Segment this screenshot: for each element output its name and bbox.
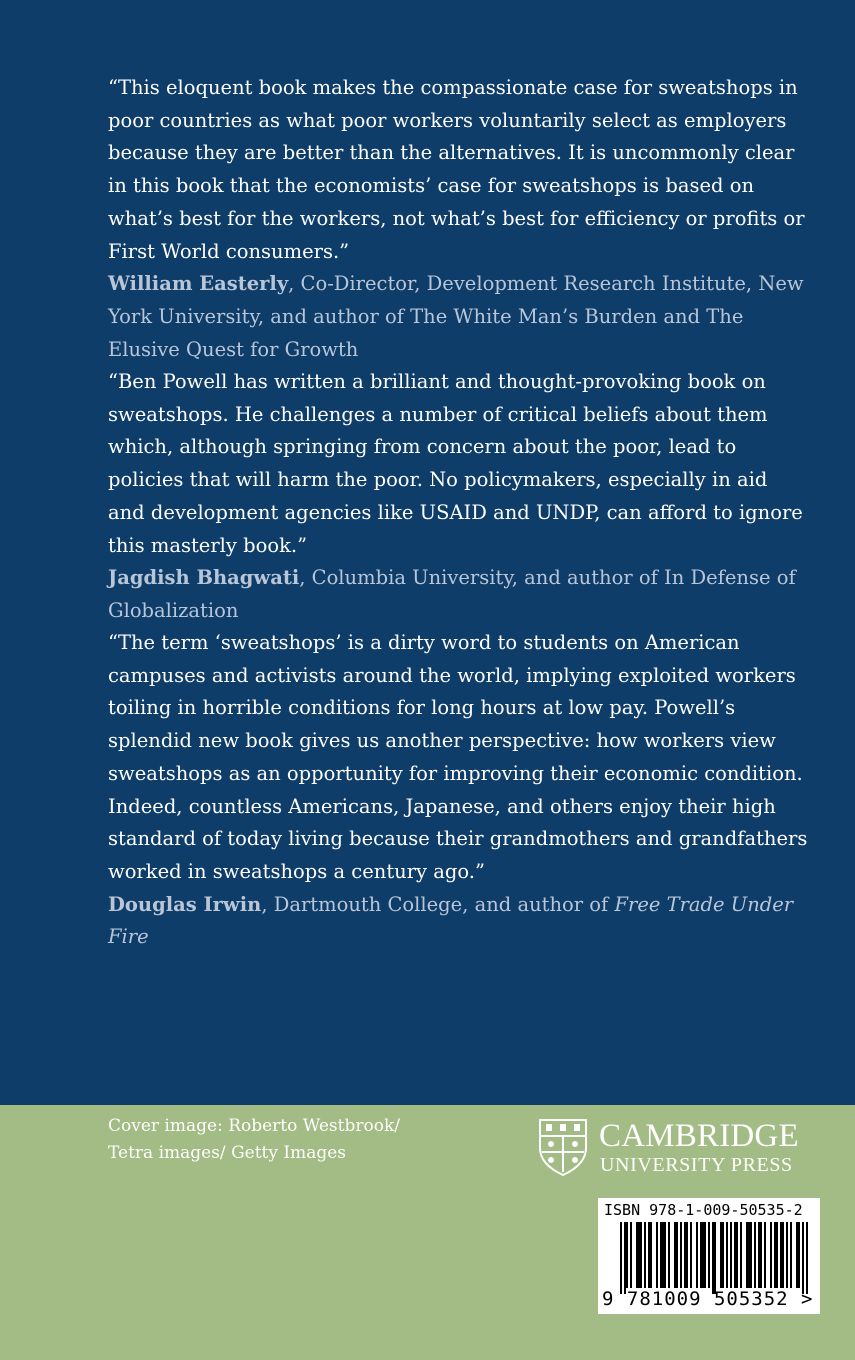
barcode-bar [796, 1222, 798, 1288]
quote-affiliation: , Co-Director, Development Research Institute, New York University, and author of The White Man’s Burden and The Elusive Quest for Growth [108, 272, 804, 361]
publisher-subtitle: UNIVERSITY PRESS [600, 1154, 793, 1176]
barcode-bar [690, 1222, 692, 1288]
barcode-bar [674, 1222, 676, 1288]
barcode-bar [730, 1222, 732, 1288]
barcode-bar [790, 1222, 792, 1288]
barcode-bar [664, 1222, 666, 1288]
barcode-bar [700, 1222, 702, 1288]
barcode-bar [764, 1222, 766, 1288]
publisher-logo [538, 1118, 828, 1180]
barcode-bar [748, 1222, 750, 1288]
quote-text: “This eloquent book makes the compassionate case for sweatshops in poor countries as what poor workers voluntarily select as employers because they are better than the alternatives. It is uncommonly clear in this book that the economists’ case for sweatshops is based on what’s best for the workers, not what’s best for efficiency or profits or First World consumers.” [108, 76, 805, 263]
barcode-bar [736, 1222, 738, 1288]
barcode-bar [620, 1222, 622, 1294]
isbn-barcode [598, 1198, 820, 1314]
credit-line: Cover image: Roberto Westbrook/ [108, 1116, 400, 1136]
barcode-bar [708, 1222, 710, 1288]
barcode-bar [626, 1222, 628, 1288]
barcode-bar [760, 1222, 762, 1288]
cover-image-credit [108, 1113, 428, 1167]
barcode-bar [754, 1222, 756, 1288]
barcode-bar [714, 1222, 716, 1294]
barcode-bar [740, 1222, 742, 1288]
barcode-bar [624, 1222, 626, 1294]
barcode-bar [662, 1222, 664, 1288]
barcode-bar [636, 1222, 638, 1288]
barcode-bar [704, 1222, 706, 1288]
barcode-bar [686, 1222, 688, 1288]
barcode-bar [668, 1222, 670, 1288]
quote-text: “Ben Powell has written a brilliant and thought-provoking book on sweatshops. He challenges a number of critical beliefs about them which, although springing from concern about the poor, lead to policies that will harm the poor. No policymakers, especially in aid and development agencies like USAID and UNDP, can afford to ignore this masterly book.” [108, 370, 803, 557]
isbn-label: ISBN 978-1-009-50535-2 [604, 1201, 803, 1219]
quote-author: Jagdish Bhagwati [108, 566, 300, 590]
barcode-bar [722, 1222, 724, 1288]
endorsement-quote [108, 627, 808, 954]
barcode-bar [638, 1222, 640, 1288]
barcode-bar [630, 1222, 632, 1288]
quote-affiliation: , Dartmouth College, and author of [261, 892, 615, 916]
quote-affiliation: , Columbia University, and author of In Defense of Globalization [108, 566, 796, 622]
barcode-bar [758, 1222, 760, 1288]
barcode-bar [650, 1222, 652, 1288]
barcode-bar [656, 1222, 658, 1288]
publisher-name: CAMBRIDGE [599, 1118, 799, 1154]
barcode-bar [640, 1222, 642, 1288]
barcode-bar [786, 1222, 788, 1288]
barcode-bar [726, 1222, 728, 1288]
barcode-bar [734, 1222, 736, 1288]
barcode-bar [676, 1222, 678, 1288]
quote-attribution [108, 268, 808, 366]
quote-author: Douglas Irwin [108, 892, 262, 916]
credit-line: Tetra images/ Getty Images [108, 1143, 347, 1163]
barcode-bar [696, 1222, 698, 1288]
endorsement-quote [108, 366, 808, 628]
quote-author: William Easterly [108, 272, 289, 296]
barcode-bar [720, 1222, 722, 1288]
cambridge-crest-icon [538, 1118, 588, 1176]
barcode-bar [644, 1222, 646, 1288]
barcode-digits: 9 781009 505352 > [602, 1288, 814, 1310]
barcode-bar [776, 1222, 778, 1288]
barcode-bar [684, 1222, 686, 1288]
quote-text: “The term ‘sweatshops’ is a dirty word to students on American campuses and activists around the world, implying exploited workers toiling in horrible conditions for long hours at low pay. Powell’s splendid new book gives us another perspective: how workers view sweatshops as an opportunity for improving their economic condition. Indeed, countless Americans, Japanese, and others enjoy their high standard of today living because their grandmothers and grandfathers worked in sweatshops a century ago.” [108, 631, 808, 883]
barcode-bar [798, 1222, 800, 1288]
quote-attribution [108, 562, 808, 627]
barcode-bar [780, 1222, 782, 1288]
barcode-bar [802, 1222, 804, 1294]
barcode-bar [750, 1222, 752, 1288]
barcode-bar [770, 1222, 772, 1288]
barcode-bar [782, 1222, 784, 1288]
barcode-bar [648, 1222, 650, 1288]
barcode-bar [806, 1222, 808, 1294]
barcode-bar [702, 1222, 704, 1288]
quote-attribution [108, 889, 808, 954]
barcode-bar [712, 1222, 714, 1294]
quote-book-title: Free Trade Under Fire [108, 892, 794, 949]
barcode-bar [746, 1222, 748, 1288]
endorsement-quote [108, 72, 808, 366]
barcode-bar [774, 1222, 776, 1288]
barcode-bar [660, 1222, 662, 1288]
barcode-bar [680, 1222, 682, 1288]
